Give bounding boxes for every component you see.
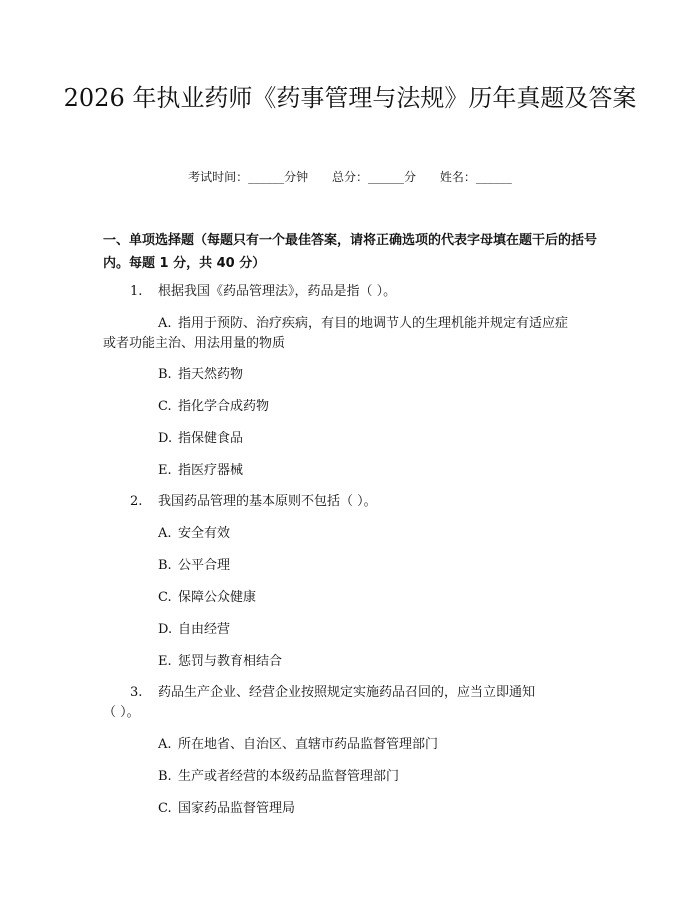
option-2d: [103, 619, 603, 641]
option-text: 指天然药物: [178, 367, 244, 382]
option-1d: [103, 428, 603, 450]
option-text: 公平合理: [178, 558, 231, 573]
option-text: 惩罚与教育相结合: [178, 654, 283, 669]
option-letter: D.: [158, 431, 173, 446]
option-text: 指化学合成药物: [178, 399, 270, 414]
option-text: 或者功能主治、用法用量的物质: [103, 336, 286, 351]
section-heading: 一、单项选择题（每题只有一个最佳答案，请将正确选项的代表字母填在题干后的括号内。每题 1 分，共 40 分）: [103, 233, 598, 271]
exam-meta: [60, 167, 640, 187]
option-letter: E.: [158, 463, 172, 478]
option-letter: D.: [158, 622, 173, 637]
exam-total-score: 总分：______分: [331, 170, 416, 184]
question-1: [103, 281, 603, 303]
document-title: 2026 年执业药师《药事管理与法规》历年真题及答案: [63, 84, 637, 112]
option-1c: [103, 396, 603, 418]
option-text: 指用于预防、治疗疾病，有目的地调节人的生理机能并规定有适应症: [178, 316, 569, 331]
option-letter: B.: [158, 558, 172, 573]
option-letter: E.: [158, 654, 172, 669]
option-2a: [103, 523, 603, 545]
option-text: 自由经营: [178, 622, 231, 637]
option-3a: [103, 734, 603, 756]
option-letter: C.: [158, 801, 172, 816]
question-text: 药品生产企业、经营企业按照规定实施药品召回的，应当立即通知: [158, 685, 536, 700]
question-3-continued: [103, 702, 603, 724]
option-text: 指保健食品: [178, 431, 244, 446]
option-text: 生产或者经营的本级药品监督管理部门: [178, 769, 400, 784]
option-letter: A.: [158, 316, 172, 331]
option-1a: [103, 313, 603, 335]
exam-name-field: 姓名：______: [439, 170, 512, 184]
option-3c: [103, 798, 603, 820]
option-text: 保障公众健康: [178, 590, 257, 605]
option-text: 指医疗器械: [178, 463, 244, 478]
option-2c: [103, 587, 603, 609]
option-2e: [103, 651, 603, 673]
option-letter: B.: [158, 769, 172, 784]
option-text: 所在地省、自治区、直辖市药品监督管理部门: [178, 737, 439, 752]
question-text: （ ）。: [103, 705, 140, 720]
question-3: [103, 682, 603, 704]
option-letter: C.: [158, 590, 172, 605]
question-number: 1.: [130, 284, 143, 299]
option-1b: [103, 364, 603, 386]
option-letter: A.: [158, 737, 172, 752]
question-text: 我国药品管理的基本原则不包括（ ）。: [158, 494, 377, 509]
option-letter: B.: [158, 367, 172, 382]
option-letter: C.: [158, 399, 172, 414]
question-number: 2.: [130, 494, 143, 509]
question-2: [103, 491, 603, 513]
option-1e: [103, 460, 603, 482]
option-2b: [103, 555, 603, 577]
exam-time: 考试时间：______分钟: [188, 170, 309, 184]
question-text: 根据我国《药品管理法》，药品是指（ ）。: [158, 284, 397, 299]
option-1a-continued: [103, 333, 603, 355]
question-number: 3.: [130, 685, 143, 700]
option-text: 安全有效: [178, 526, 231, 541]
option-3b: [103, 766, 603, 788]
option-text: 国家药品监督管理局: [178, 801, 296, 816]
option-letter: A.: [158, 526, 172, 541]
